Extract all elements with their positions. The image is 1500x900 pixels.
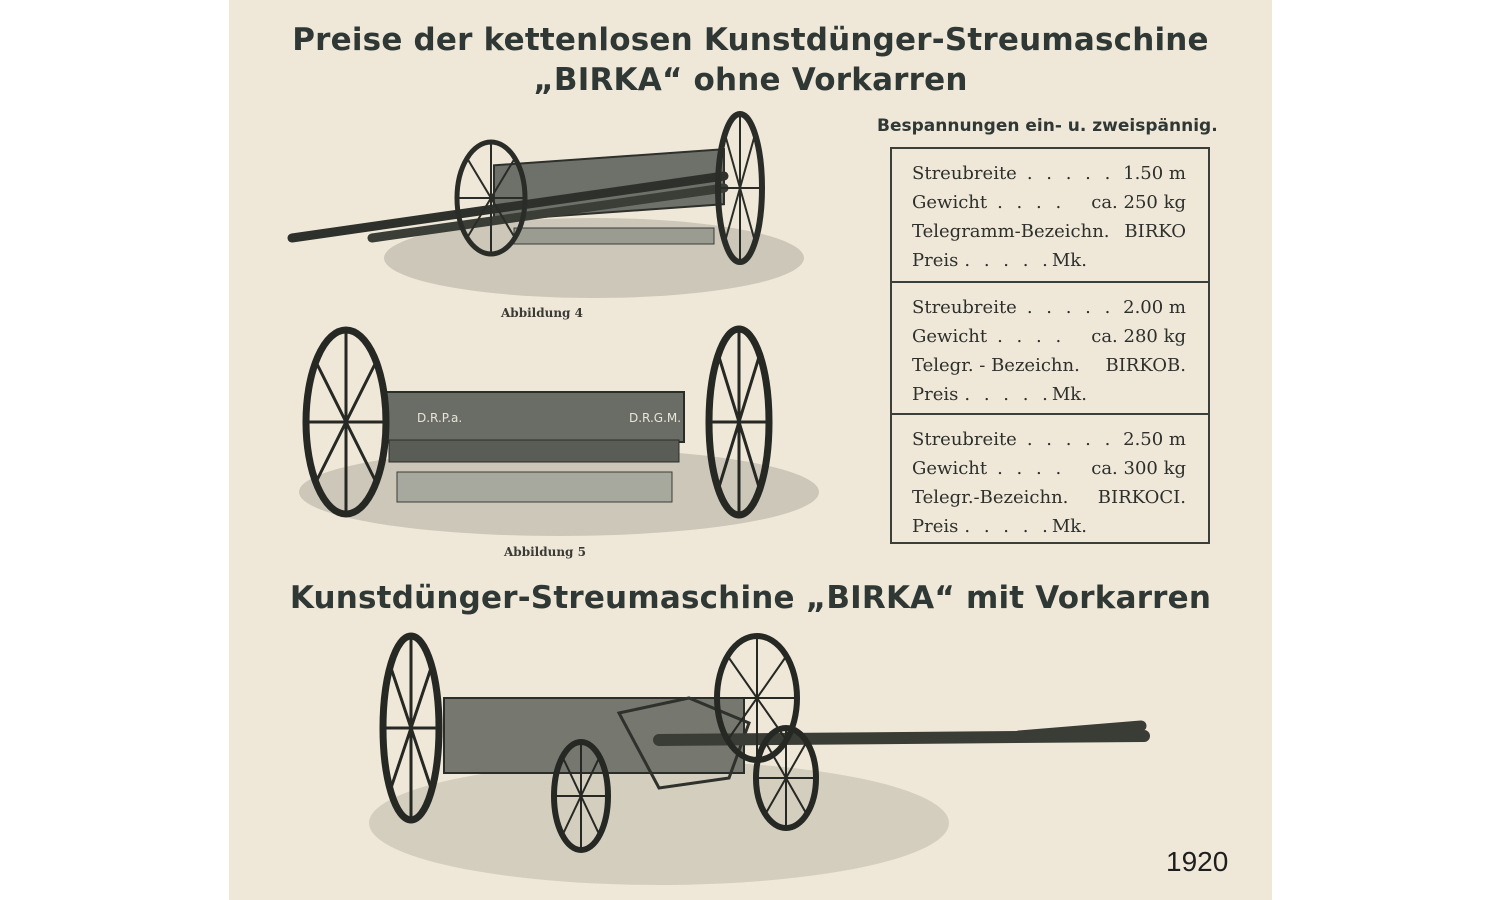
- spec-label: Telegr. - Bezeichn.: [912, 355, 1080, 376]
- wheel-cart-right: [756, 728, 816, 828]
- spec-value: BIRKOCI.: [1097, 487, 1186, 508]
- spec-label: Streubreite: [912, 163, 1017, 184]
- section-heading-with-cart: Kunstdünger-Streumaschine „BIRKA“ mit Vorkarren: [289, 580, 1212, 616]
- spec-block-3: [892, 413, 1208, 545]
- spec-row: Preis . . . . . Mk.: [912, 246, 1186, 275]
- patent-marking-left: D.R.P.a.: [417, 411, 463, 425]
- spreader-plate: [514, 228, 714, 244]
- spec-row: Gewicht . . . . ca. 300 kg: [912, 454, 1186, 483]
- wheel-rear: [457, 142, 525, 254]
- spreader-plate: [397, 472, 672, 502]
- spec-block-1: [892, 149, 1208, 281]
- spreader-illustration-with-cart: [359, 628, 1159, 893]
- spreader-illustration-fig5: [289, 322, 809, 542]
- spec-row: [912, 217, 1186, 246]
- spec-label: Gewicht: [912, 458, 988, 479]
- spec-label: Telegr.-Bezeichn.: [912, 487, 1069, 508]
- spec-label: Gewicht: [912, 192, 988, 213]
- wheel-right: [709, 329, 769, 515]
- spec-row: Preis . . . . . Mk.: [912, 380, 1186, 409]
- spec-row: Streubreite . . . . . 2.00 m: [912, 293, 1186, 322]
- spec-row: Gewicht . . . . ca. 280 kg: [912, 322, 1186, 351]
- spec-label: Preis: [912, 250, 959, 271]
- wheel-front: [718, 114, 762, 262]
- spec-value: 2.50 m: [1123, 429, 1186, 450]
- spec-row: [912, 483, 1186, 512]
- spec-value: Mk.: [1051, 516, 1087, 537]
- wheel-left: [306, 330, 386, 514]
- spec-row: Gewicht . . . . ca. 250 kg: [912, 188, 1186, 217]
- ground-shadow: [369, 761, 949, 885]
- spec-value: BIRKOB.: [1105, 355, 1186, 376]
- patent-marking-right: D.R.G.M.: [629, 411, 682, 425]
- spec-row: Preis . . . . . Mk.: [912, 512, 1186, 541]
- spec-value: ca. 250 kg: [1091, 192, 1186, 213]
- spec-row: Streubreite . . . . . 2.50 m: [912, 425, 1186, 454]
- page-title-line-2: „BIRKA“ ohne Vorkarren: [533, 62, 968, 98]
- spec-label: Preis: [912, 516, 959, 537]
- spec-table: [890, 147, 1210, 544]
- spec-label: Preis: [912, 384, 959, 405]
- wheel-main-left: [383, 636, 439, 820]
- spec-value: ca. 280 kg: [1091, 326, 1186, 347]
- year-label: 1920: [1166, 846, 1229, 877]
- spec-value: 2.00 m: [1123, 297, 1186, 318]
- spec-block-2: [892, 281, 1208, 413]
- hopper-base: [389, 440, 679, 462]
- spec-label: Streubreite: [912, 429, 1017, 450]
- spec-value: BIRKO: [1124, 221, 1186, 242]
- spec-value: 1.50 m: [1123, 163, 1186, 184]
- spec-value: Mk.: [1051, 384, 1087, 405]
- catalog-page: [229, 0, 1272, 900]
- spec-row: [912, 351, 1186, 380]
- spec-row: Streubreite . . . . . 1.50 m: [912, 159, 1186, 188]
- wheel-cart-left: [554, 742, 608, 850]
- spec-label: Telegramm-Bezeichn.: [912, 221, 1110, 242]
- spec-label: Gewicht: [912, 326, 988, 347]
- spec-value: ca. 300 kg: [1091, 458, 1186, 479]
- page-title-line-1: Preise der kettenlosen Kunstdünger-Streumaschine: [292, 22, 1209, 58]
- harness-subtitle: Bespannungen ein- u. zweispännig.: [877, 116, 1218, 136]
- spec-value: Mk.: [1051, 250, 1087, 271]
- spreader-illustration-fig4: [284, 108, 804, 308]
- figure-5-caption: Abbildung 5: [504, 545, 586, 559]
- figure-4-caption: Abbildung 4: [501, 306, 583, 320]
- spec-label: Streubreite: [912, 297, 1017, 318]
